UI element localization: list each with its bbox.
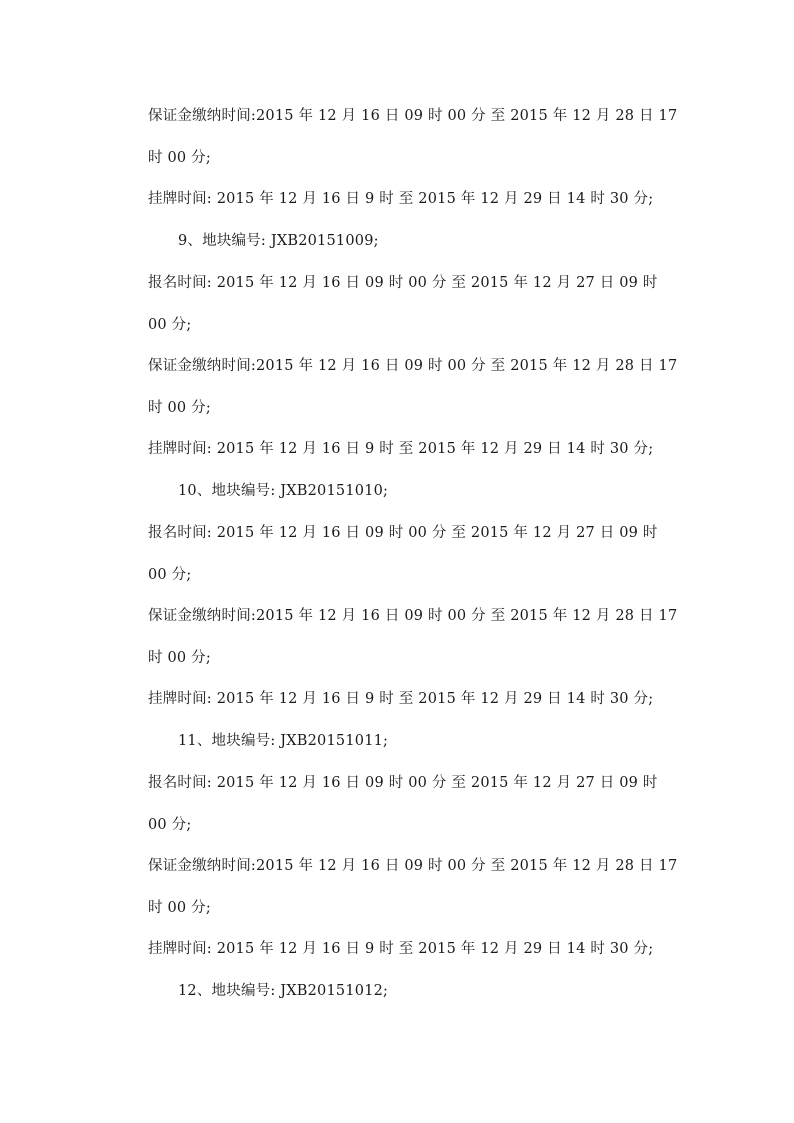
registration-time-continuation: 00 分; [148,817,192,833]
deposit-time-line: 保证金缴纳时间:2015 年 12 月 16 日 09 时 00 分 至 2015 年 12 月 28 日 17 [148,858,678,874]
registration-time-continuation: 00 分; [148,317,192,333]
registration-time-line: 报名时间: 2015 年 12 月 16 日 09 时 00 分 至 2015 年 12 月 27 日 09 时 [148,775,658,791]
registration-time-line: 报名时间: 2015 年 12 月 16 日 09 时 00 分 至 2015 年 12 月 27 日 09 时 [148,275,658,291]
registration-time-continuation: 00 分; [148,567,192,583]
listing-time-line: 挂牌时间: 2015 年 12 月 16 日 9 时 至 2015 年 12 月 29 日 14 时 30 分; [148,191,654,207]
deposit-time-line: 保证金缴纳时间:2015 年 12 月 16 日 09 时 00 分 至 2015 年 12 月 28 日 17 [148,358,678,374]
listing-time-line: 挂牌时间: 2015 年 12 月 16 日 9 时 至 2015 年 12 月 29 日 14 时 30 分; [148,441,654,457]
deposit-time-continuation: 时 00 分; [148,400,211,416]
listing-time-line: 挂牌时间: 2015 年 12 月 16 日 9 时 至 2015 年 12 月 29 日 14 时 30 分; [148,941,654,957]
parcel-number-heading: 10、地块编号: JXB20151010; [178,483,389,499]
parcel-number-heading: 9、地块编号: JXB20151009; [178,233,379,249]
deposit-time-line: 保证金缴纳时间:2015 年 12 月 16 日 09 时 00 分 至 2015 年 12 月 28 日 17 [148,108,678,124]
deposit-time-continuation: 时 00 分; [148,900,211,916]
deposit-time-continuation: 时 00 分; [148,650,211,666]
deposit-time-line: 保证金缴纳时间:2015 年 12 月 16 日 09 时 00 分 至 2015 年 12 月 28 日 17 [148,608,678,624]
parcel-number-heading: 11、地块编号: JXB20151011; [178,733,389,749]
deposit-time-continuation: 时 00 分; [148,150,211,166]
listing-time-line: 挂牌时间: 2015 年 12 月 16 日 9 时 至 2015 年 12 月 29 日 14 时 30 分; [148,691,654,707]
registration-time-line: 报名时间: 2015 年 12 月 16 日 09 时 00 分 至 2015 年 12 月 27 日 09 时 [148,525,658,541]
parcel-number-heading: 12、地块编号: JXB20151012; [178,983,389,999]
